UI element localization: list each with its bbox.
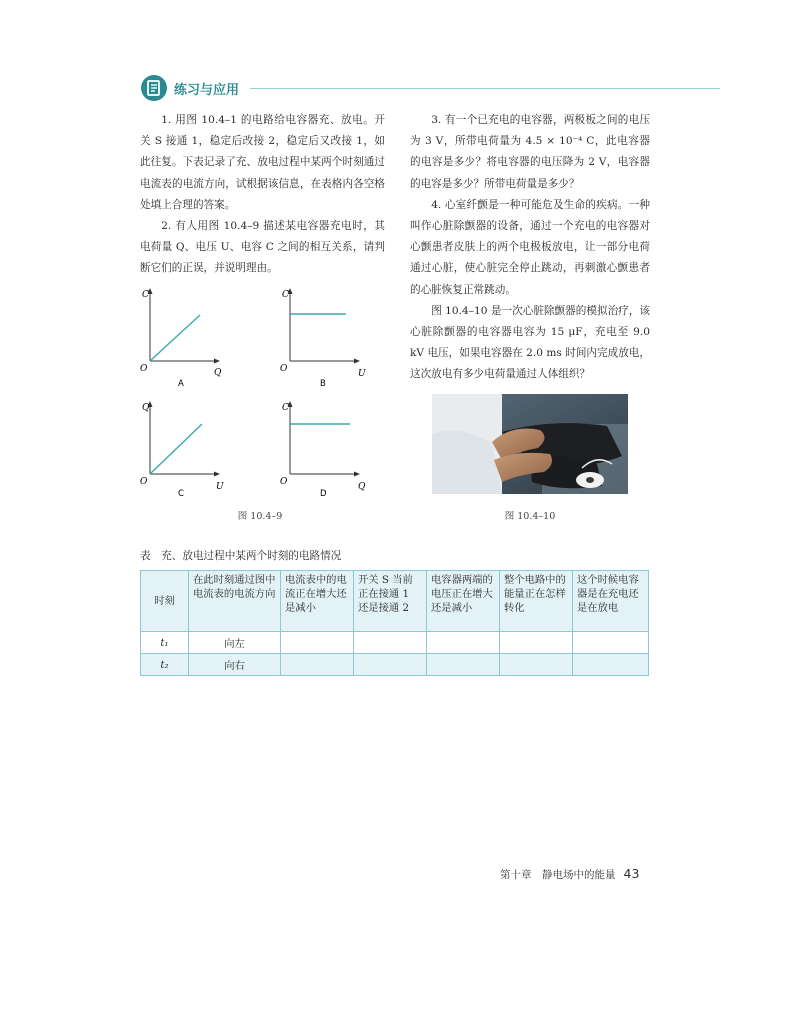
table-cell-time: t₁: [141, 632, 189, 654]
table-header-current: 电流表中的电流正在增大还是减小: [281, 571, 354, 632]
page-number: 43: [623, 866, 640, 881]
table-cell-blank[interactable]: [354, 632, 427, 654]
table-cell-direction: 向右: [189, 654, 281, 676]
graph-c-y-label: Q: [142, 403, 150, 413]
graph-c-curve: [150, 424, 202, 474]
graph-d-svg: [280, 398, 400, 508]
notebook-icon: [140, 74, 168, 102]
figure-caption-photo: 图 10.4–10: [504, 511, 556, 522]
page-footer: [500, 866, 639, 882]
table-cell-blank[interactable]: [500, 632, 573, 654]
table-header-energy: 整个电路中的能量正在怎样转化: [500, 571, 573, 632]
graph-a: [140, 285, 260, 395]
graph-b-x-label: U: [358, 369, 366, 379]
graph-c-label: C: [178, 489, 184, 499]
table-header-direction: 在此时刻通过图中电流表的电流方向: [189, 571, 281, 632]
table-header-state: 这个时候电容器是在充电还是在放电: [573, 571, 649, 632]
graph-b-y-label: C: [282, 290, 289, 300]
table-cell-blank[interactable]: [281, 654, 354, 676]
graph-b-origin: O: [280, 364, 288, 374]
table-header-row: [141, 571, 649, 632]
circuit-table: [140, 570, 649, 676]
problem-3: 3. 有一个已充电的电容器，两极板之间的电压为 3 V，所带电荷量为 4.5 × 10⁻⁴ C，此电容器的电容是多少？将电容器的电压降为 2 V，电容器的电容是多少？所带电荷量是多少？: [410, 114, 650, 190]
table-row: [141, 632, 649, 654]
problem-4: 4. 心室纤颤是一种可能危及生命的疾病。一种叫作心脏除颤器的设备，通过一个充电的电容器对心颤患者皮肤上的两个电极板放电，让一部分电荷通过心脏，使心脏完全停止跳动，再刺激心颤患者的心脏恢复正常跳动。: [410, 198, 650, 296]
chapter-title: 第十章 静电场中的能量: [500, 869, 616, 881]
graph-a-svg: [140, 285, 260, 395]
graph-a-y-label: C: [142, 290, 149, 300]
graph-c: [140, 398, 260, 508]
table-header-voltage: 电容器两端的电压正在增大还是减小: [427, 571, 500, 632]
figure-caption-graphs: 图 10.4–9: [237, 511, 283, 522]
graph-b: [280, 285, 400, 395]
left-column-text: [140, 110, 385, 280]
problem-2: 2. 有人用图 10.4–9 描述某电容器充电时，其电荷量 Q、电压 U、电容 C 之间的相互关系，请判断它们的正误，并说明理由。: [140, 220, 385, 275]
section-title: 练习与应用: [174, 83, 240, 98]
graph-d-label: D: [320, 489, 327, 499]
graph-c-x-label: U: [216, 482, 224, 492]
graph-b-svg: [280, 285, 400, 395]
table-cell-blank[interactable]: [573, 632, 649, 654]
table-cell-blank[interactable]: [427, 654, 500, 676]
graph-d: [280, 398, 400, 508]
graph-c-origin: O: [140, 477, 148, 487]
table-cell-blank[interactable]: [354, 654, 427, 676]
table-cell-blank[interactable]: [427, 632, 500, 654]
graph-a-x-label: Q: [214, 368, 222, 378]
graph-a-curve: [150, 315, 200, 361]
graph-d-x-label: Q: [358, 482, 366, 492]
table-header-time: 时刻: [141, 571, 189, 632]
table-row: [141, 654, 649, 676]
graph-d-y-label: C: [282, 403, 289, 413]
table-cell-time: t₂: [141, 654, 189, 676]
section-header: [140, 72, 720, 106]
right-column-text: [410, 110, 650, 386]
graph-c-svg: [140, 398, 260, 508]
graph-d-origin: O: [280, 477, 288, 487]
table-title: 表 充、放电过程中某两个时刻的电路情况: [140, 550, 342, 562]
graph-a-origin: O: [140, 364, 148, 374]
section-divider: [250, 88, 720, 89]
table-cell-blank[interactable]: [281, 632, 354, 654]
graph-b-label: B: [320, 379, 326, 389]
table-cell-direction: 向左: [189, 632, 281, 654]
problem-4-detail: 图 10.4–10 是一次心脏除颤器的模拟治疗，该心脏除颤器的电容器电容为 15 μF，充电至 9.0 kV 电压，如果电容器在 2.0 ms 时间内完成放电，这次放电有多少电荷量通过人体组织？: [410, 304, 650, 381]
table-header-switch: 开关 S 当前正在接通 1 还是接通 2: [354, 571, 427, 632]
table-cell-blank[interactable]: [500, 654, 573, 676]
problem-1: 1. 用图 10.4–1 的电路给电容器充、放电。开关 S 接通 1，稳定后改接 2，稳定后又改接 1，如此往复。下表记录了充、放电过程中某两个时刻通过电流表的电流方向，试根据该信息，在表格内各空格处填上合理的答案。: [140, 114, 385, 211]
table-cell-blank[interactable]: [573, 654, 649, 676]
defibrillator-photo: [432, 394, 628, 494]
graph-a-label: A: [178, 379, 184, 389]
